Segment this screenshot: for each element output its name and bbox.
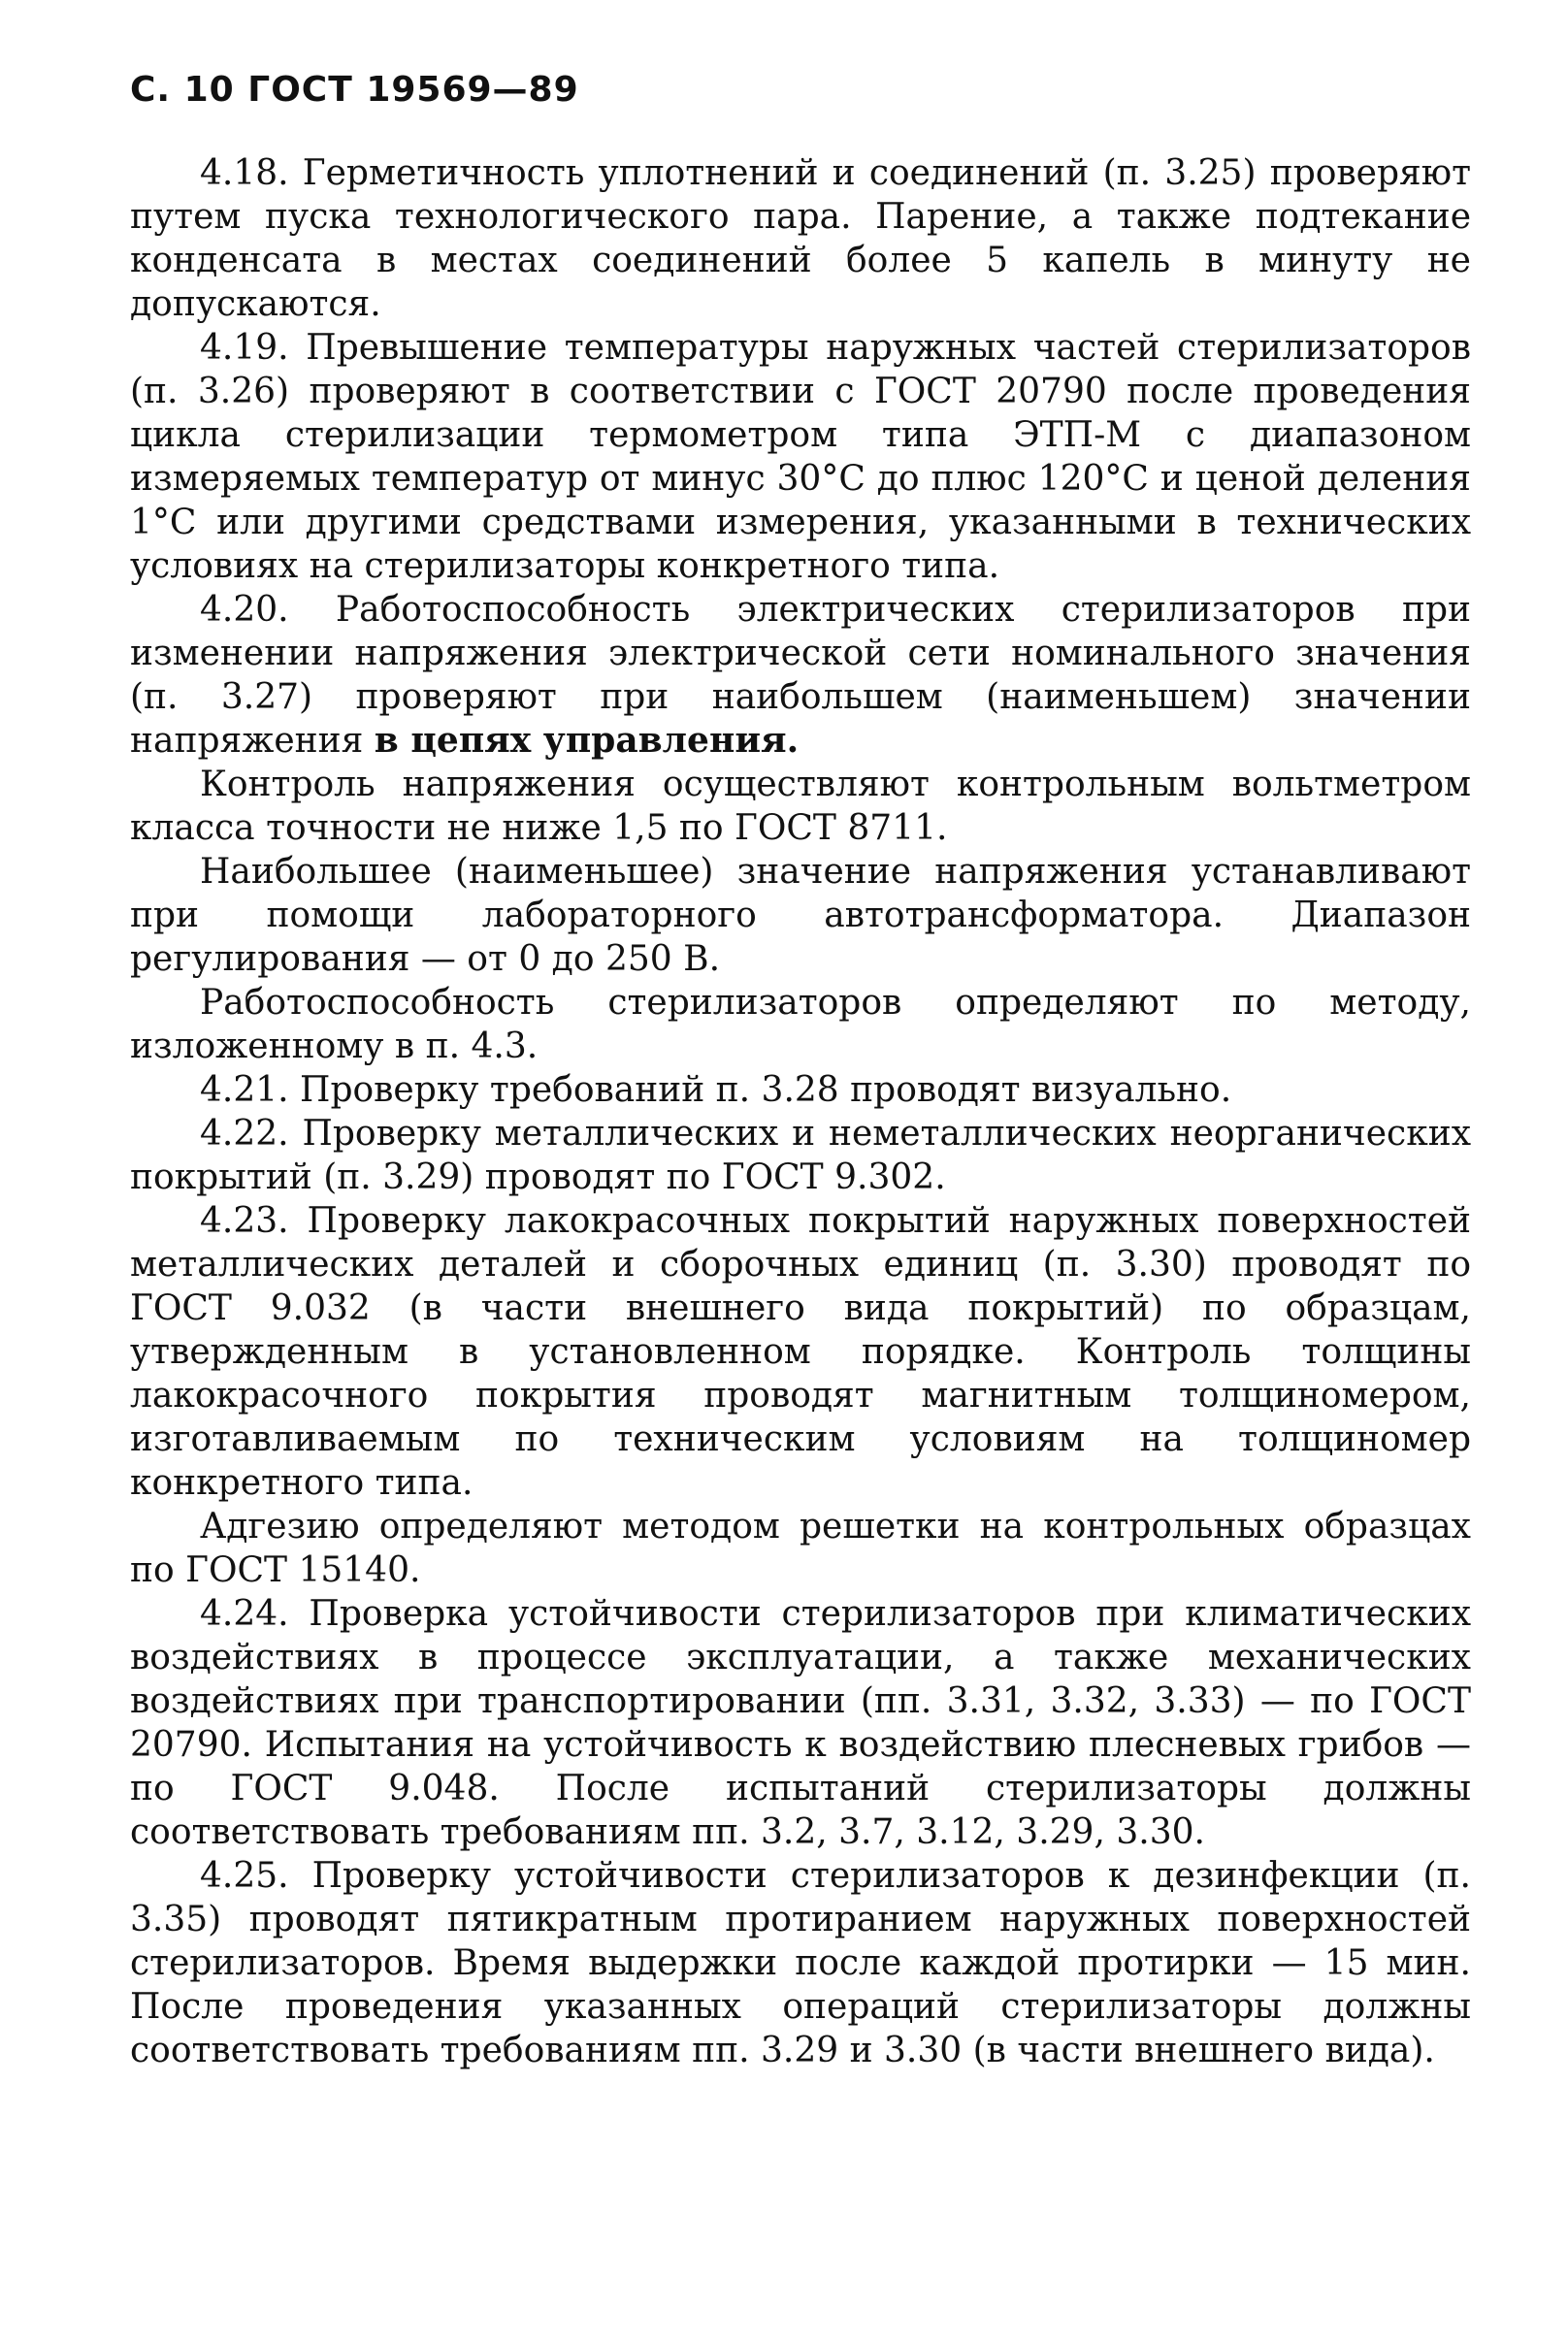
paragraph-4-20 xyxy=(130,588,1471,763)
paragraph-4-24 xyxy=(130,1592,1471,1854)
running-header: С. 10 ГОСТ 19569—89 xyxy=(130,70,579,110)
paragraph-text: 4.24. Проверка устойчивости стерилизаторов при климатических воздействиях в процессе эксплуатации, а также механических воздействиях при транспортировании (пп. 3.31, 3.32, 3.33) — по ГОСТ 20790. Испытания на устойчивость к воздействию плесневых грибов — по ГОСТ 9.048. После испытаний стерилизаторы должны соответствовать требованиям пп. 3.2, 3.7, 3.12, 3.29, 3.30. xyxy=(130,1594,1471,1852)
paragraph-text: 4.18. Герметичность уплотнений и соединений (п. 3.25) проверяют путем пуска технологического пара. Парение, а также подтекание конденсата в местах соединений более 5 капель в минуту не допускаются. xyxy=(130,153,1471,324)
paragraph-text: 4.19. Превышение температуры наружных частей стерилизаторов (п. 3.26) проверяют в соответствии с ГОСТ 20790 после проведения цикла стерилизации термометром типа ЭТП-М с диапазоном измеряемых температур от минус 30°С до плюс 120°С и ценой деления 1°С или другими средствами измерения, указанными в технических условиях на стерилизаторы конкретного типа. xyxy=(130,328,1471,586)
paragraph-text: 4.21. Проверку требований п. 3.28 проводят визуально. xyxy=(200,1070,1232,1110)
paragraph-4-25 xyxy=(130,1854,1471,2072)
paragraph-text: 4.22. Проверку металлических и неметаллических неорганических покрытий (п. 3.29) проводят по ГОСТ 9.302. xyxy=(130,1114,1471,1197)
paragraph-text: Адгезию определяют методом решетки на контрольных образцах по ГОСТ 15140. xyxy=(130,1507,1471,1590)
paragraph-operability xyxy=(130,981,1471,1068)
paragraph-adhesion xyxy=(130,1505,1471,1592)
paragraph-4-21 xyxy=(130,1068,1471,1112)
paragraph-text: Работоспособность стерилизаторов определяют по методу, изложенному в п. 4.3. xyxy=(130,983,1471,1066)
paragraph-4-22 xyxy=(130,1112,1471,1199)
paragraph-4-18 xyxy=(130,151,1471,326)
paragraph-text: 4.20. Работоспособность электрических стерилизаторов при изменении напряжения электрической сети номинального значения (п. 3.27) проверяют при наибольшем (наименьшем) значении напряжения xyxy=(130,590,1471,761)
paragraph-text: Наибольшее (наименьшее) значение напряжения устанавливают при помощи лабораторного автотрансформатора. Диапазон регулирования — от 0 до 250 В. xyxy=(130,852,1471,979)
paragraph-4-23 xyxy=(130,1199,1471,1505)
body-text xyxy=(130,151,1471,2072)
paragraph-voltage-range xyxy=(130,850,1471,981)
paragraph-text: 4.25. Проверку устойчивости стерилизаторов к дезинфекции (п. 3.35) проводят пятикратным протиранием наружных поверхностей стерилизаторов. Время выдержки после каждой протирки — 15 мин. После проведения указанных операций стерилизаторы должны соответствовать требованиям пп. 3.29 и 3.30 (в части внешнего вида). xyxy=(130,1856,1471,2070)
paragraph-bold-text: в цепях управления. xyxy=(374,720,800,761)
paragraph-4-19 xyxy=(130,326,1471,588)
paragraph-text: Контроль напряжения осуществляют контрольным вольтметром класса точности не ниже 1,5 по ГОСТ 8711. xyxy=(130,765,1471,848)
paragraph-text: 4.23. Проверку лакокрасочных покрытий наружных поверхностей металлических деталей и сборочных единиц (п. 3.30) проводят по ГОСТ 9.032 (в части внешнего вида покрытий) по образцам, утвержденным в установленном порядке. Контроль толщины лакокрасочного покрытия проводят магнитным толщиномером, изготавливаемым по техническим условиям на толщиномер конкретного типа. xyxy=(130,1201,1471,1503)
paragraph-voltage-control xyxy=(130,763,1471,850)
